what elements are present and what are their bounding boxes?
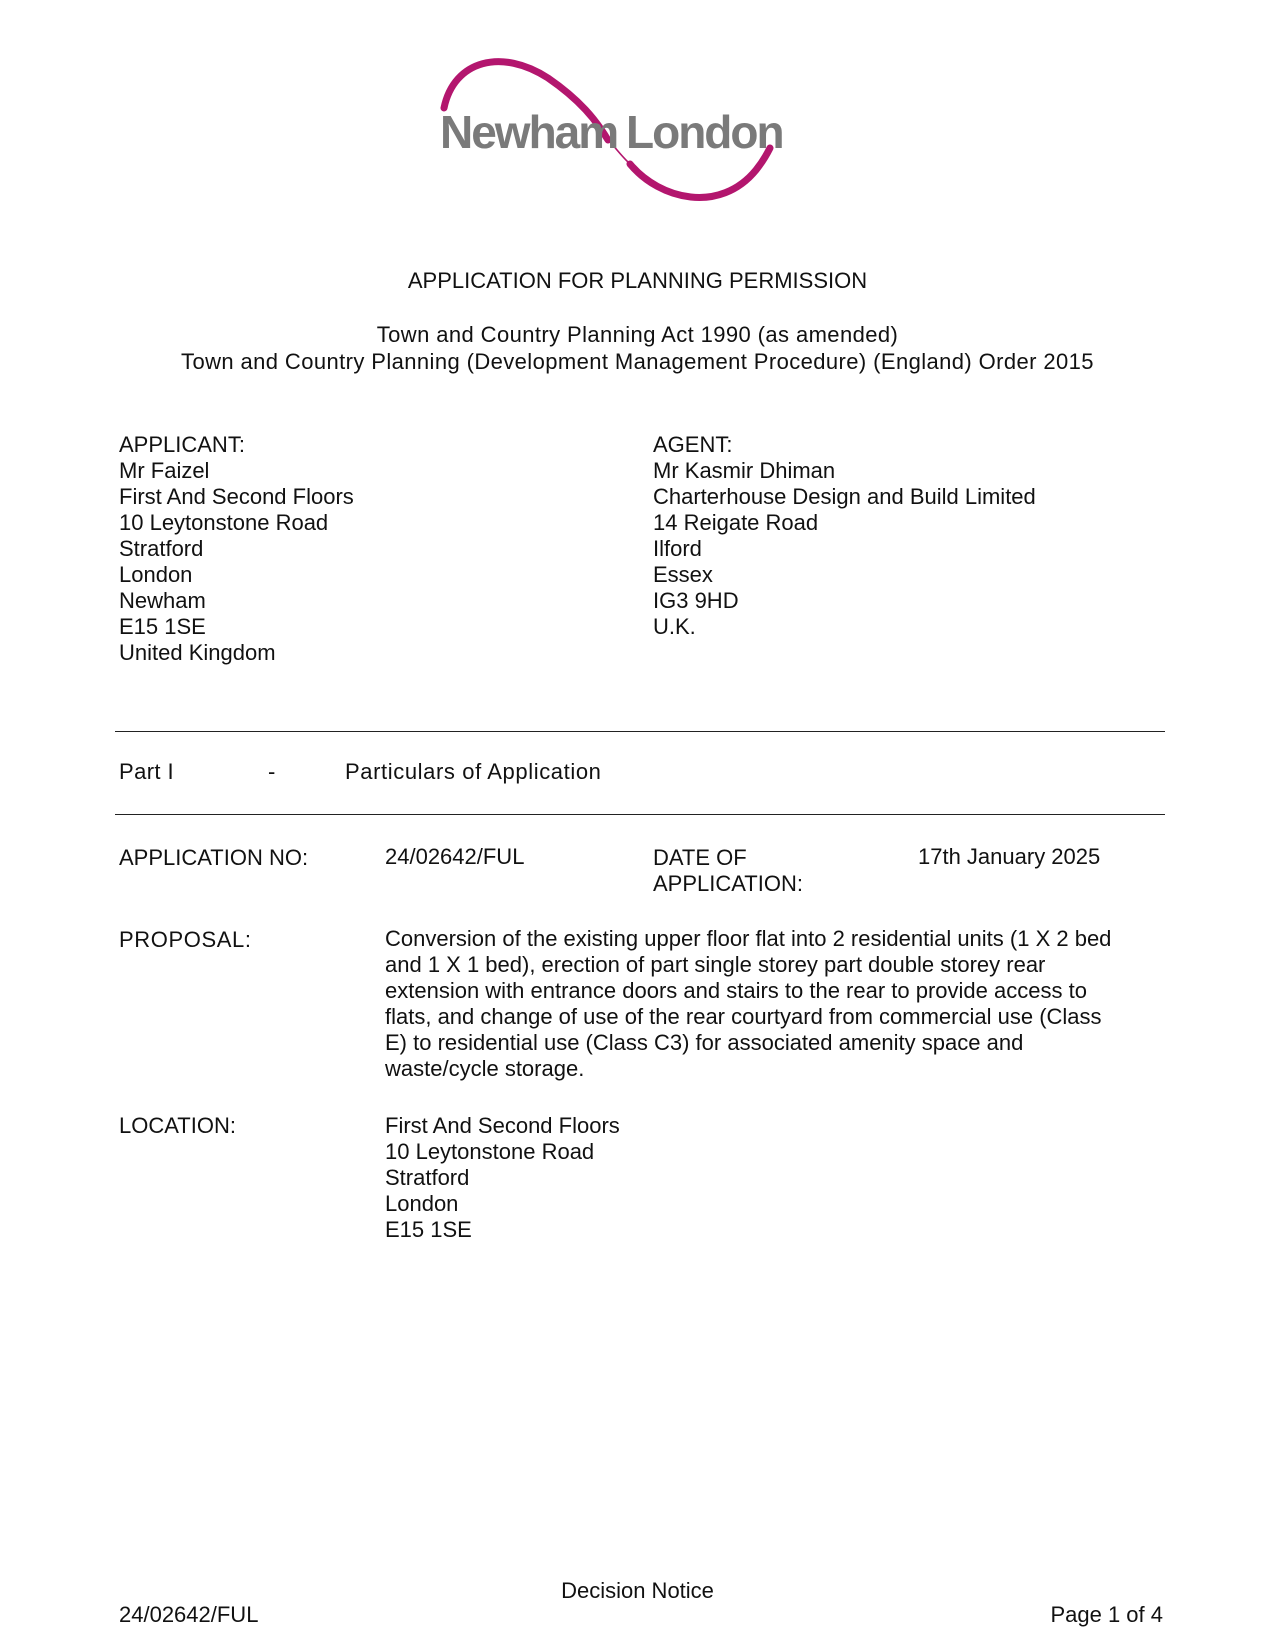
applicant-line: E15 1SE (119, 614, 206, 639)
applicant-line: Newham (119, 588, 206, 613)
footer-page-number: Page 1 of 4 (1050, 1602, 1163, 1627)
applicant-block (119, 432, 354, 666)
applicant-line: London (119, 562, 193, 587)
part-dash: - (268, 759, 276, 784)
agent-line: Mr Kasmir Dhiman (653, 458, 836, 483)
applicant-line: Stratford (119, 536, 204, 561)
date-of-application-label (653, 845, 853, 897)
part-title: Particulars of Application (345, 759, 602, 784)
application-no-label: APPLICATION NO: (119, 845, 309, 870)
location-label: LOCATION: (119, 1113, 236, 1138)
proposal-label: PROPOSAL: (119, 927, 252, 952)
applicant-line: United Kingdom (119, 640, 276, 665)
logo-text-london: London (626, 106, 783, 158)
agent-line: U.K. (653, 614, 696, 639)
agent-line: Essex (653, 562, 713, 587)
agent-block (653, 432, 1036, 640)
divider-top (115, 731, 1165, 732)
agent-line: 14 Reigate Road (653, 510, 819, 535)
proposal-line: E) to residential use (Class C3) for associated amenity space and (385, 1030, 1024, 1055)
location-line: Stratford (385, 1165, 470, 1190)
footer-reference: 24/02642/FUL (119, 1602, 259, 1627)
proposal-line: and 1 X 1 bed), erection of part single storey part double storey rear (385, 952, 1046, 977)
agent-heading: AGENT: (653, 432, 733, 457)
date-label-line: DATE OF (653, 845, 747, 870)
proposal-line: waste/cycle storage. (385, 1056, 585, 1081)
location-line: 10 Leytonstone Road (385, 1139, 595, 1164)
applicant-line: 10 Leytonstone Road (119, 510, 329, 535)
agent-line: IG3 9HD (653, 588, 739, 613)
newham-london-logo (430, 52, 810, 222)
agent-line: Charterhouse Design and Build Limited (653, 484, 1036, 509)
location-line: E15 1SE (385, 1217, 472, 1242)
date-label-line: APPLICATION: (653, 871, 803, 896)
proposal-text (385, 926, 1165, 1082)
logo-text-newham: Newham (440, 106, 618, 158)
application-no-value: 24/02642/FUL (385, 844, 525, 869)
act-line-1: Town and Country Planning Act 1990 (as amended) (376, 322, 899, 347)
applicant-heading: APPLICANT: (119, 432, 245, 457)
date-of-application-value: 17th January 2025 (918, 844, 1101, 869)
part-label: Part I (119, 759, 174, 784)
proposal-line: Conversion of the existing upper floor flat into 2 residential units (1 X 2 bed (385, 926, 1112, 951)
proposal-line: flats, and change of use of the rear courtyard from commercial use (Class (385, 1004, 1102, 1029)
applicant-line: Mr Faizel (119, 458, 210, 483)
proposal-line: extension with entrance doors and stairs to the rear to provide access to (385, 978, 1087, 1003)
agent-line: Ilford (653, 536, 702, 561)
applicant-line: First And Second Floors (119, 484, 354, 509)
document-title: APPLICATION FOR PLANNING PERMISSION (407, 268, 868, 293)
location-line: First And Second Floors (385, 1113, 620, 1138)
act-line-2: Town and Country Planning (Development Management Procedure) (England) Order 2015 (181, 349, 1094, 374)
divider-bottom (115, 814, 1165, 815)
footer-title: Decision Notice (561, 1578, 714, 1603)
location-line: London (385, 1191, 459, 1216)
location-address (385, 1113, 620, 1243)
